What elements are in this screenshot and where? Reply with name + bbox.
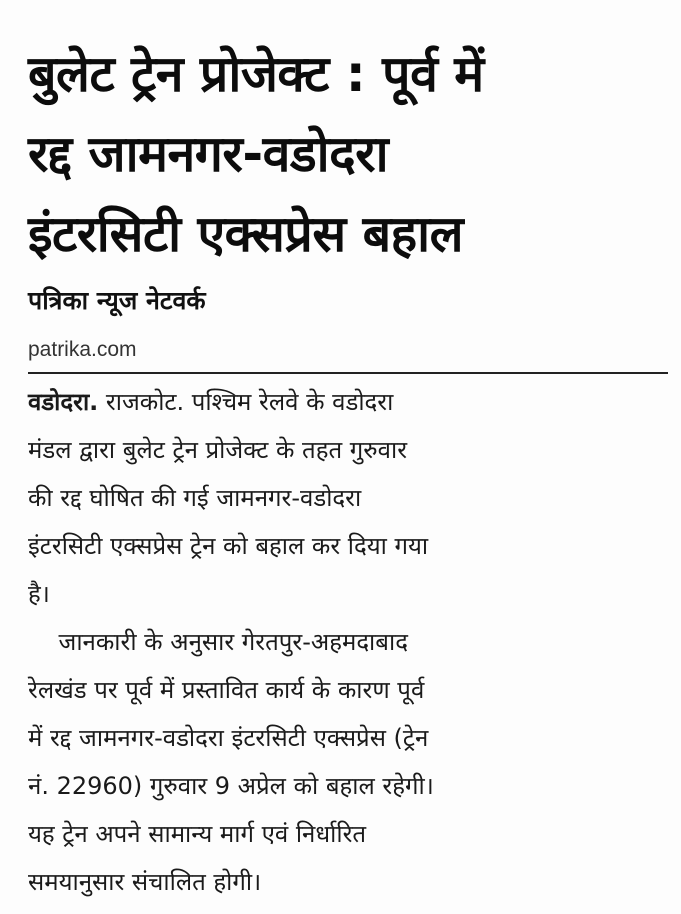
- paragraph-1-line-5: है।: [28, 580, 50, 608]
- article-body: [28, 378, 668, 906]
- website: patrika.com: [28, 338, 137, 361]
- paragraph-1-line-1: [28, 378, 668, 426]
- headline-line-2: रद्द जामनगर-वडोदरा: [28, 125, 389, 183]
- dateline: वडोदरा.: [28, 388, 99, 416]
- paragraph-2-line-5: यह ट्रेन अपने सामान्य मार्ग एवं निर्धारित: [28, 820, 367, 848]
- paragraph-2-line-4: नं. 22960) गुरुवार 9 अप्रेल को बहाल रहेगी।: [28, 772, 434, 800]
- headline-line-3: इंटरसिटी एक्सप्रेस बहाल: [28, 205, 464, 263]
- divider: [28, 372, 668, 374]
- paragraph-1-line-4: इंटरसिटी एक्सप्रेस ट्रेन को बहाल कर दिया गया: [28, 532, 429, 560]
- paragraph-1-line-1-text: राजकोट. पश्चिम रेलवे के वडोदरा: [98, 388, 394, 416]
- paragraph-2-line-1: जानकारी के अनुसार गेरतपुर-अहमदाबाद: [28, 628, 408, 656]
- headline: [28, 34, 668, 274]
- paragraph-1-line-2: मंडल द्वारा बुलेट ट्रेन प्रोजेक्ट के तहत गुरुवार: [28, 436, 408, 464]
- headline-line-1: बुलेट ट्रेन प्रोजेक्ट : पूर्व में: [28, 45, 484, 103]
- byline: पत्रिका न्यूज नेटवर्क: [28, 286, 206, 315]
- paragraph-2-line-2: रेलखंड पर पूर्व में प्रस्तावित कार्य के कारण पूर्व: [28, 676, 425, 704]
- paragraph-2-line-3: में रद्द जामनगर-वडोदरा इंटरसिटी एक्सप्रेस (ट्रेन: [28, 724, 429, 752]
- paragraph-2-line-6: समयानुसार संचालित होगी।: [28, 868, 262, 896]
- paragraph-1-line-3: की रद्द घोषित की गई जामनगर-वडोदरा: [28, 484, 362, 512]
